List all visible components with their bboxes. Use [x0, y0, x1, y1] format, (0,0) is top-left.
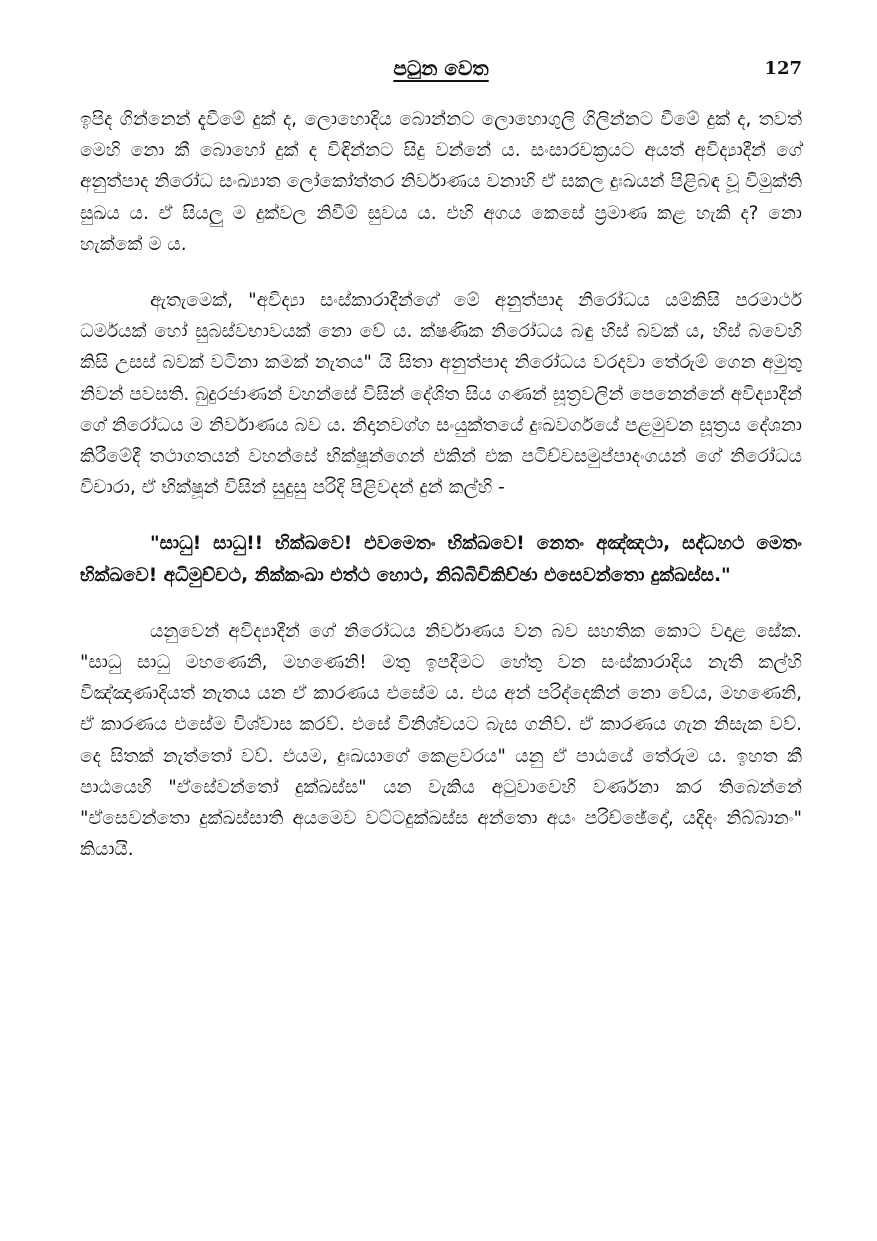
- paragraph: යනුවෙන් අවිද්‍යාදීන් ගේ නිරෝධය නිර්වාණය වන බව සහතික කොට වදාළ සේක. "සාධු සාධු මහණෙනි, මහණෙනි! මතු ඉපදීමට හේතු වන සංස්කාරාදිය නැති කල්හි විඤ්ඤාණාදියත් නැතය යන ඒ කාරණය එසේම ය. එය අන් පරිද්දෙකින් නො වේය, මහණෙනි, ඒ කාරණය එසේම විශ්වාස කරව්. එසේ විනිශ්චයට බැස ගනිව්. ඒ කාරණය ගැන නිසැක වව්. දෙ සිතක් නැත්තෝ වව්. එයම, දුඃඛයාගේ කෙළවරය" යනු ඒ පාඨයේ තේරුම ය. ඉහත කී පාඨයෙහි "ඒසේවන්තෝ දුක්ඛස්ස" යන වැකිය අටුවාවෙහි වර්ණනා කර තිබෙන්නේ "ඒසෙවන්තො දුක්ඛස්සාති අයමෙව වට්ටදුක්ඛස්ස අන්තො අයං පරිච්ඡේදෝ, යදිදං නිබ්බානං" කියායි.: [80, 620, 802, 861]
- paragraph: ඇතැමෙක්, "අවිද්‍යා සංස්කාරාදීන්ගේ මේ අනුත්පාද නිරෝධය යම්කිසි පරමාර්ථ ධර්මයක් හෝ සුබස්වභාවයක් නො වේ ය. ක්ෂණික නිරෝධය බඳු හිස් බවක් ය, හිස් බවෙහි කිසි උසස් බවක් වටිනා කමක් නැතය" යි සිතා අනුත්පාද නිරෝධය වරදවා තේරුම් ගෙන අමුතු නිවන් පවසති. බුදුරජාණන් වහන්සේ විසින් දේශිත සිය ගණන් සූත්‍රවලින් පෙනෙන්නේ අවිද්‍යාදීන් ගේ නිරෝධය ම නිර්වාණය බව ය. නිදානවග්ග සංයුක්තයේ දුඃඛවර්ගයේ පළමුවන සූත්‍රය දේශනා කිරීමේදී තථාගතයන් වහන්සේ භික්ෂූන්ගෙන් එකින් එක පටිච්චසමුප්පාදංගයන් ගේ නිරෝධය විචාරා, ඒ භික්ෂූන් විසින් සුදුසු පරිදි පිළිවදන් දුන් කල්හි -: [80, 290, 802, 499]
- page-title: පටුන වෙත: [393, 56, 489, 80]
- paragraph: ඉපිද ගින්නෙන් දැවීමේ දුක් ද, ලොහොදිය බොන්නට ලොහොගුලි ගිලින්නට වීමේ දුක් ද, තවත් මෙහි නො කී බොහෝ දුක් ද විඳින්නට සිදු වන්නේ ය. සංසාරචක්‍රයට අයත් අවිද්‍යාදීන් ගේ අනුත්පාද නිරෝධ සංඛ්‍යාත ලෝකෝත්තර නිර්වාණය වනාහි ඒ සකල දුඃඛයන් පිළිබඳ වූ විමුක්ති සුඛය ය. ඒ සියලු ම දුක්වල නිවීම් සුවය ය. එහි අගය කෙසේ ප්‍රමාණ කළ හැකි ද? නො හැක්කේ ම ය.: [80, 109, 802, 255]
- body-text: [80, 104, 802, 865]
- running-header: [80, 56, 802, 90]
- page-number: 127: [764, 58, 802, 79]
- pali-quote: "සාධු! සාධු!! භික්ඛවෙ! එවමෙතං භික්ඛවෙ! නෙතං අඤ්ඤථා, සද්ධහථ මෙතං භික්ඛවෙ! අධිමුච්චථ, නික්කංඛා එත්ථ හොථ, නිබ්බිචිකිච්ඡා එසෙවන්තො දුක්ඛස්ස.": [80, 533, 802, 586]
